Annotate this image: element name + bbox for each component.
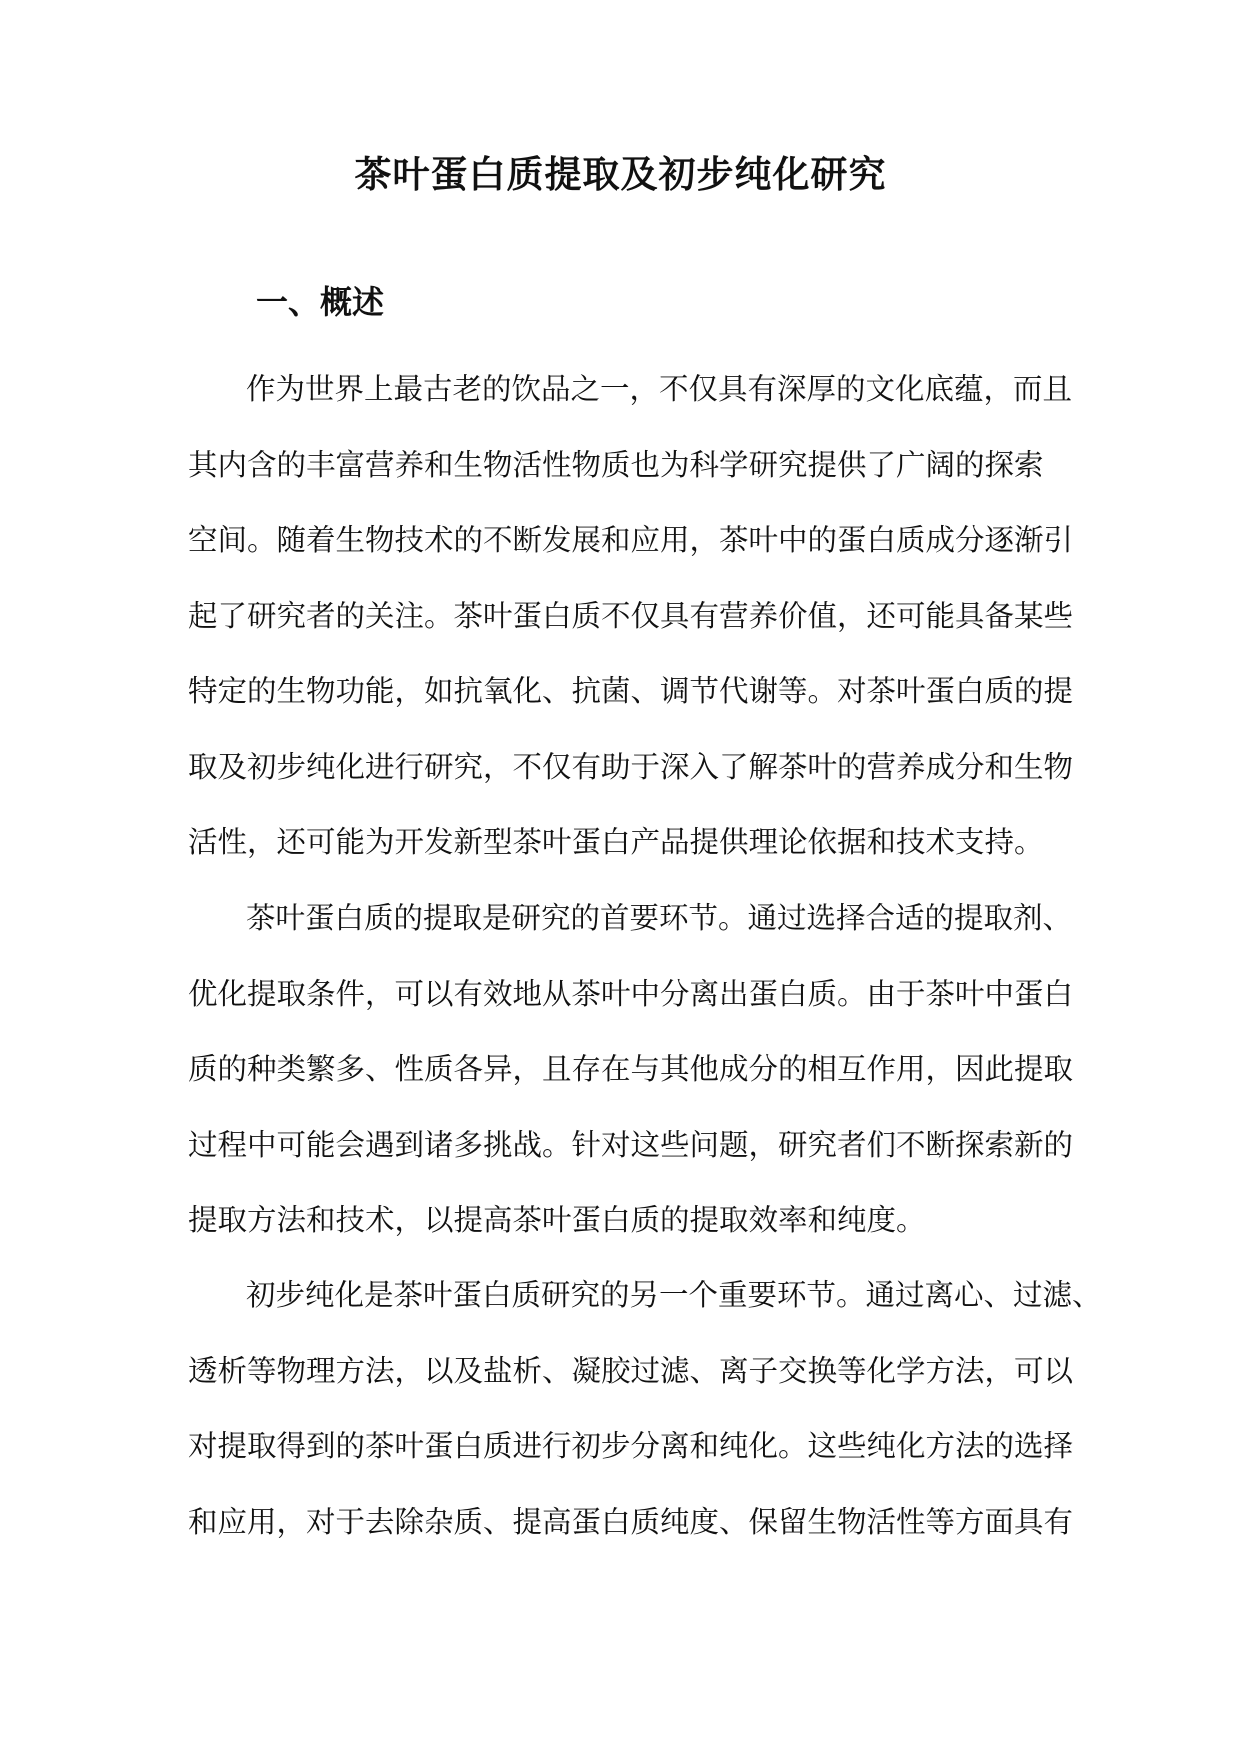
paragraph-line: 透析等物理方法，以及盐析、凝胶过滤、离子交换等化学方法，可以 [188,1353,1074,1388]
paragraph-3 [188,1258,1102,1560]
paragraph-line: 对提取得到的茶叶蛋白质进行初步分离和纯化。这些纯化方法的选择 [188,1429,1074,1463]
paragraph-line: 活性，还可能为开发新型茶叶蛋白产品提供理论依据和技术支持。 [188,825,1044,859]
paragraph-line: 优化提取条件，可以有效地从茶叶中分离出蛋白质。由于茶叶中蛋白 [188,976,1074,1011]
paragraph-line: 作为世界上最古老的饮品之一，不仅具有深厚的文化底蕴，而且 [246,372,1073,406]
paragraph-line: 初步纯化是茶叶蛋白质研究的另一个重要环节。通过离心、过滤、 [246,1278,1102,1312]
paragraph-line: 起了研究者的关注。茶叶蛋白质不仅具有营养价值，还可能具备某些 [188,598,1074,633]
paragraph-line: 空间。随着生物技术的不断发展和应用，茶叶中的蛋白质成分逐渐引 [188,523,1074,557]
paragraph-line: 提取方法和技术，以提高茶叶蛋白质的提取效率和纯度。 [188,1203,926,1237]
document-title: 茶叶蛋白质提取及初步纯化研究 [354,152,887,196]
paragraph-2 [188,881,1074,1259]
paragraph-line: 取及初步纯化进行研究，不仅有助于深入了解茶叶的营养成分和生物 [188,749,1074,784]
paragraph-line: 和应用，对于去除杂质、提高蛋白质纯度、保留生物活性等方面具有 [188,1504,1074,1539]
paragraph-line: 特定的生物功能，如抗氧化、抗菌、调节代谢等。对茶叶蛋白质的提 [188,674,1074,708]
paragraph-line: 过程中可能会遇到诸多挑战。针对这些问题，研究者们不断探索新的 [188,1127,1074,1162]
section-heading-overview: 一、概述 [256,283,385,321]
paragraph-line: 茶叶蛋白质的提取是研究的首要环节。通过选择合适的提取剂、 [246,901,1073,935]
paragraph-line: 其内含的丰富营养和生物活性物质也为科学研究提供了广阔的探索 [188,447,1044,482]
paragraph-line: 质的种类繁多、性质各异，且存在与其他成分的相互作用，因此提取 [188,1052,1074,1086]
paragraph-1 [188,352,1074,881]
